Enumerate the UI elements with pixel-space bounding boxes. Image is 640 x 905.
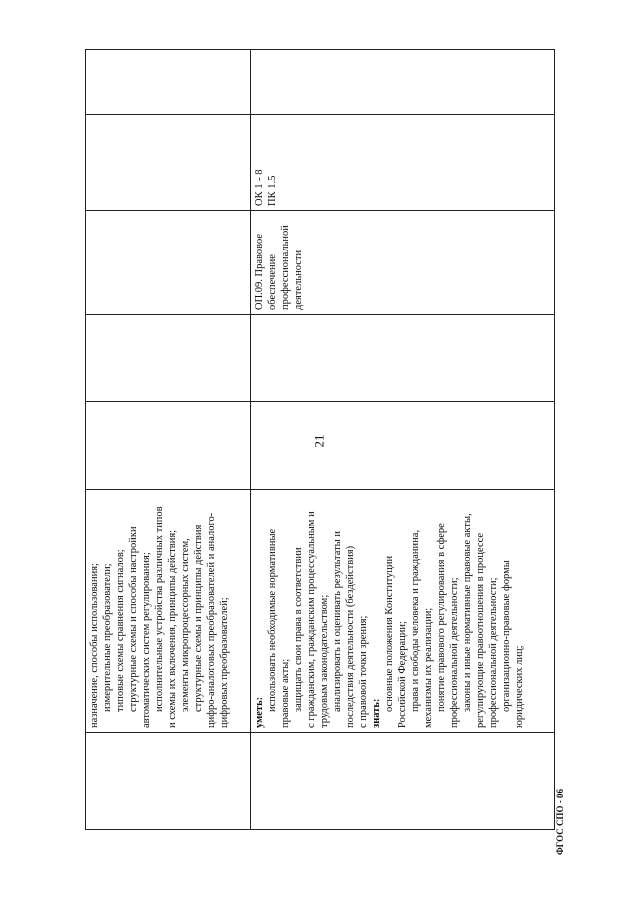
index-cell <box>251 733 555 830</box>
text-line: и схемы их включения, принципы действия; <box>167 529 178 728</box>
table-row <box>86 50 251 830</box>
extra-cell <box>86 50 251 115</box>
text-line: основные положения Конституции <box>384 555 395 712</box>
competency-cell <box>251 115 555 211</box>
text-line: понятие правового регулирования в сфере <box>436 523 447 712</box>
text-line: знать: <box>371 698 382 728</box>
text-line: ПК 1.5 <box>267 175 278 206</box>
footer-standard-code: ФГОС СПО - 06 <box>555 788 565 856</box>
text-line: защищать свои права в соответствии <box>293 547 304 712</box>
discipline-cell <box>86 211 251 315</box>
text-line: с правовой точки зрения; <box>358 615 369 728</box>
text-line: регулирующие правоотношения в процессе <box>475 532 486 728</box>
text-line: трудовым законодательством; <box>319 594 330 728</box>
text-line: уметь: <box>254 696 265 728</box>
text-line: права и свободы человека и гражданина, <box>410 529 421 712</box>
text-line: ОП.09. Правовое <box>254 233 265 310</box>
discipline-cell <box>251 211 555 315</box>
text-line: структурные схемы и способы настройки <box>128 526 139 712</box>
page-number: 21 <box>311 434 327 448</box>
text-line: структурные схемы и принципы действия <box>193 524 204 712</box>
text-line: автоматических систем регулирования; <box>141 552 152 728</box>
table-row <box>251 50 555 830</box>
text-line: исполнительные устройства различных типов <box>154 506 165 712</box>
content-cell <box>86 490 251 733</box>
text-line: использовать необходимые нормативные <box>267 528 278 712</box>
curriculum-table <box>85 49 555 830</box>
text-line: типовые схемы сравнения сигналов; <box>115 549 126 712</box>
text-line: обеспечение <box>267 254 278 310</box>
text-line: законы и иные нормативные правовые акты, <box>462 513 473 712</box>
text-line: цифровых преобразователей; <box>219 597 230 728</box>
hours-max-cell <box>86 402 251 490</box>
text-line: правовые акты; <box>280 658 291 728</box>
text-line: элементы микропроцессорных систем, <box>180 538 191 712</box>
hours-class-cell <box>251 315 555 402</box>
text-line: профессиональной деятельности; <box>488 577 499 728</box>
text-line: деятельности <box>293 249 304 310</box>
text-line: анализировать и оценивать результаты и <box>332 531 343 712</box>
content-cell <box>251 490 555 733</box>
text-line: с гражданским, гражданским процессуальным и <box>306 511 317 728</box>
text-line: цифро-аналоговых преобразователей и аналого- <box>206 512 217 728</box>
hours-class-cell <box>86 315 251 402</box>
text-line: измерительные преобразователи; <box>102 563 113 712</box>
text-line: последствия деятельности (бездействия) <box>345 545 356 728</box>
text-line: назначение, способы использования; <box>89 563 100 728</box>
text-line: организационно-правовые формы <box>501 560 512 712</box>
text-line: юридических лиц; <box>514 645 525 728</box>
rotated-table-wrapper <box>85 50 555 830</box>
text-line: ОК 1 - 8 <box>254 169 265 206</box>
extra-cell <box>251 50 555 115</box>
text-line: Российской Федерации; <box>397 621 408 728</box>
text-line: механизмы их реализации; <box>423 607 434 728</box>
text-line: профессиональной деятельности; <box>449 577 460 728</box>
text-line: профессиональной <box>280 225 291 310</box>
index-cell <box>86 733 251 830</box>
competency-cell <box>86 115 251 211</box>
hours-max-cell <box>251 402 555 490</box>
